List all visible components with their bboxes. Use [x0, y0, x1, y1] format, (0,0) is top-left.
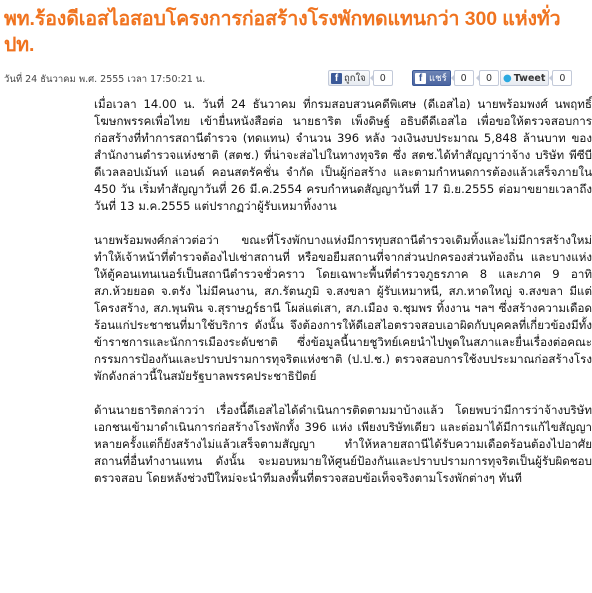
facebook-icon: f: [331, 73, 342, 84]
fb-share-widget: [412, 70, 474, 86]
article-date: วันที่ 24 ธันวาคม พ.ศ. 2555 เวลา 17:50:21 น.: [4, 74, 206, 85]
article-meta-row: [4, 70, 588, 90]
tweet-label: Tweet: [513, 72, 546, 84]
article-paragraph-3: ด้านนายธาริตกล่าวว่า เรื่องนี้ดีเอสไอได้ดำเนินการติดตามมาบ้างแล้ว โดยพบว่ามีการว่าจ้างบริษัทเอกชนเข้ามาดำเนินการก่อสร้างโรงพักทั้ง 396 แห่ง เพียงบริษัทเดียว และต่อมาได้มีการแก้ไขสัญญาหลายครั้งแต่ก็ยังสร้างไม่แล้วเสร็จตามสัญญา ทำให้หลายสถานีได้รับความเดือดร้อนต้องไปอาศัยสถานที่อื่นทำงานแทน ดังนั้น จะมอบหมายให้ศูนย์ป้องกันและปราบปรามการทุจริตเป็นผู้รับผิดชอบตรวจสอบ โดยหลังช่วงปีใหม่จะนำทีมลงพื้นที่ตรวจสอบข้อเท็จจริงตามโรงพักต่างๆ ทันที: [94, 403, 592, 485]
fb-like-label: ถูกใจ: [344, 72, 366, 84]
article-body: [94, 96, 592, 504]
tweet-widget: [500, 70, 572, 86]
article-paragraph-1: เมื่อเวลา 14.00 น. วันที่ 24 ธันวาคม ที่กรมสอบสวนคดีพิเศษ (ดีเอสไอ) นายพร้อมพงศ์ นพฤทธิ์ โฆษกพรรคเพื่อไทย เข้ายื่นหนังสือต่อ นายธาริต เพ็งดิษฐ์ อธิบดีดีเอสไอ เพื่อขอให้ตรวจสอบการก่อสร้างที่ทำการสถานีตำรวจ (ทดแทน) จำนวน 396 หลัง วงเงินงบประมาณ 5,848 ล้านบาท ของสำนักงานตำรวจแห่งชาติ (สตช.) ที่น่าจะส่อไปในทางทุจริต ซึ่ง สตช.ได้ทำสัญญาว่าจ้าง บริษัท พีซีบี ดีเวลลอปเม้นท์ แอนด์ คอนสตรัคชั่น จำกัด เป็นผู้ก่อสร้าง และตามกำหนดการต้องแล้วเสร็จภายใน 450 วัน เริ่มทำสัญญาวันที่ 26 มี.ค.2554 ครบกำหนดสัญญาวันที่ 17 มิ.ย.2555 ต่อมาขยายเวลาถึงวันที่ 13 ม.ค.2555 แต่ปรากฏว่าผู้รับเหมาทิ้งงาน: [94, 97, 592, 213]
fb-like-count: 0: [373, 70, 393, 86]
facebook-icon: f: [415, 73, 426, 84]
fb-share-count: 0: [454, 70, 474, 86]
article-headline: พท.ร้องดีเอสไอสอบโครงการก่อสร้างโรงพักทดแทนกว่า 300 แห่งทั่ว ปท.: [4, 8, 561, 56]
fb-like-button[interactable]: [328, 70, 370, 86]
article-paragraph-2: นายพร้อมพงศ์กล่าวต่อว่า ขณะที่โรงพักบางแห่งมีการทุบสถานีตำรวจเดิมทิ้งและไม่มีการสร้างใหม่ ทำให้เจ้าหน้าที่ตำรวจต้องไปเช่าสถานที่ หรือขอยืมสถานที่จากส่วนปกครองส่วนท้องถิ่น และบางแห่งให้ตู้คอนเทนเนอร์เป็นสถานีตำรวจชั่วคราว โดยเฉพาะพื้นที่ตำรวจภูธรภาค 8 และภาค 9 อาทิ สภ.ห้วยยอด จ.ตรัง ไม่มีคนงาน, สภ.รัตนภูมิ จ.สงขลา ผู้รับเหมาหนี, สภ.หาดใหญ่ จ.สงขลา มีแต่โครงสร้าง, สภ.พุนพิน จ.สุราษฎร์ธานี โผล่แต่เสา, สภ.เมือง จ.ชุมพร ทิ้งงาน ฯลฯ ซึ่งสร้างความเดือดร้อนแก่ประชาชนที่มาใช้บริการ ดังนั้น จึงต้องการให้ดีเอสไอตรวจสอบเอาผิดกับบุคคลที่เกี่ยวข้องมีทั้งข้าราชการและนักการเมืองระดับชาติ ซึ่งข้อมูลนี้นายชูวิทย์เคยนำไปพูดในสภาและยื่นเรื่องต่อคณะกรรมการป้องกันและปราบปรามการทุจริตแห่งชาติ (ป.ป.ช.) ตรวจสอบการใช้งบประมาณก่อสร้างโรงพักดังกล่าวนี้ในสมัยรัฐบาลพรรคประชาธิปัตย์: [94, 233, 592, 383]
fb-share-button[interactable]: [412, 70, 451, 86]
tweet-button[interactable]: [500, 70, 549, 86]
fb-like-widget: [328, 70, 393, 86]
fb-share-label: แชร์: [429, 72, 447, 84]
twitter-bird-icon: ●: [503, 72, 512, 84]
unlabeled-share-count: 0: [479, 70, 499, 86]
unlabeled-share-widget: [476, 70, 499, 86]
tweet-count: 0: [552, 70, 572, 86]
